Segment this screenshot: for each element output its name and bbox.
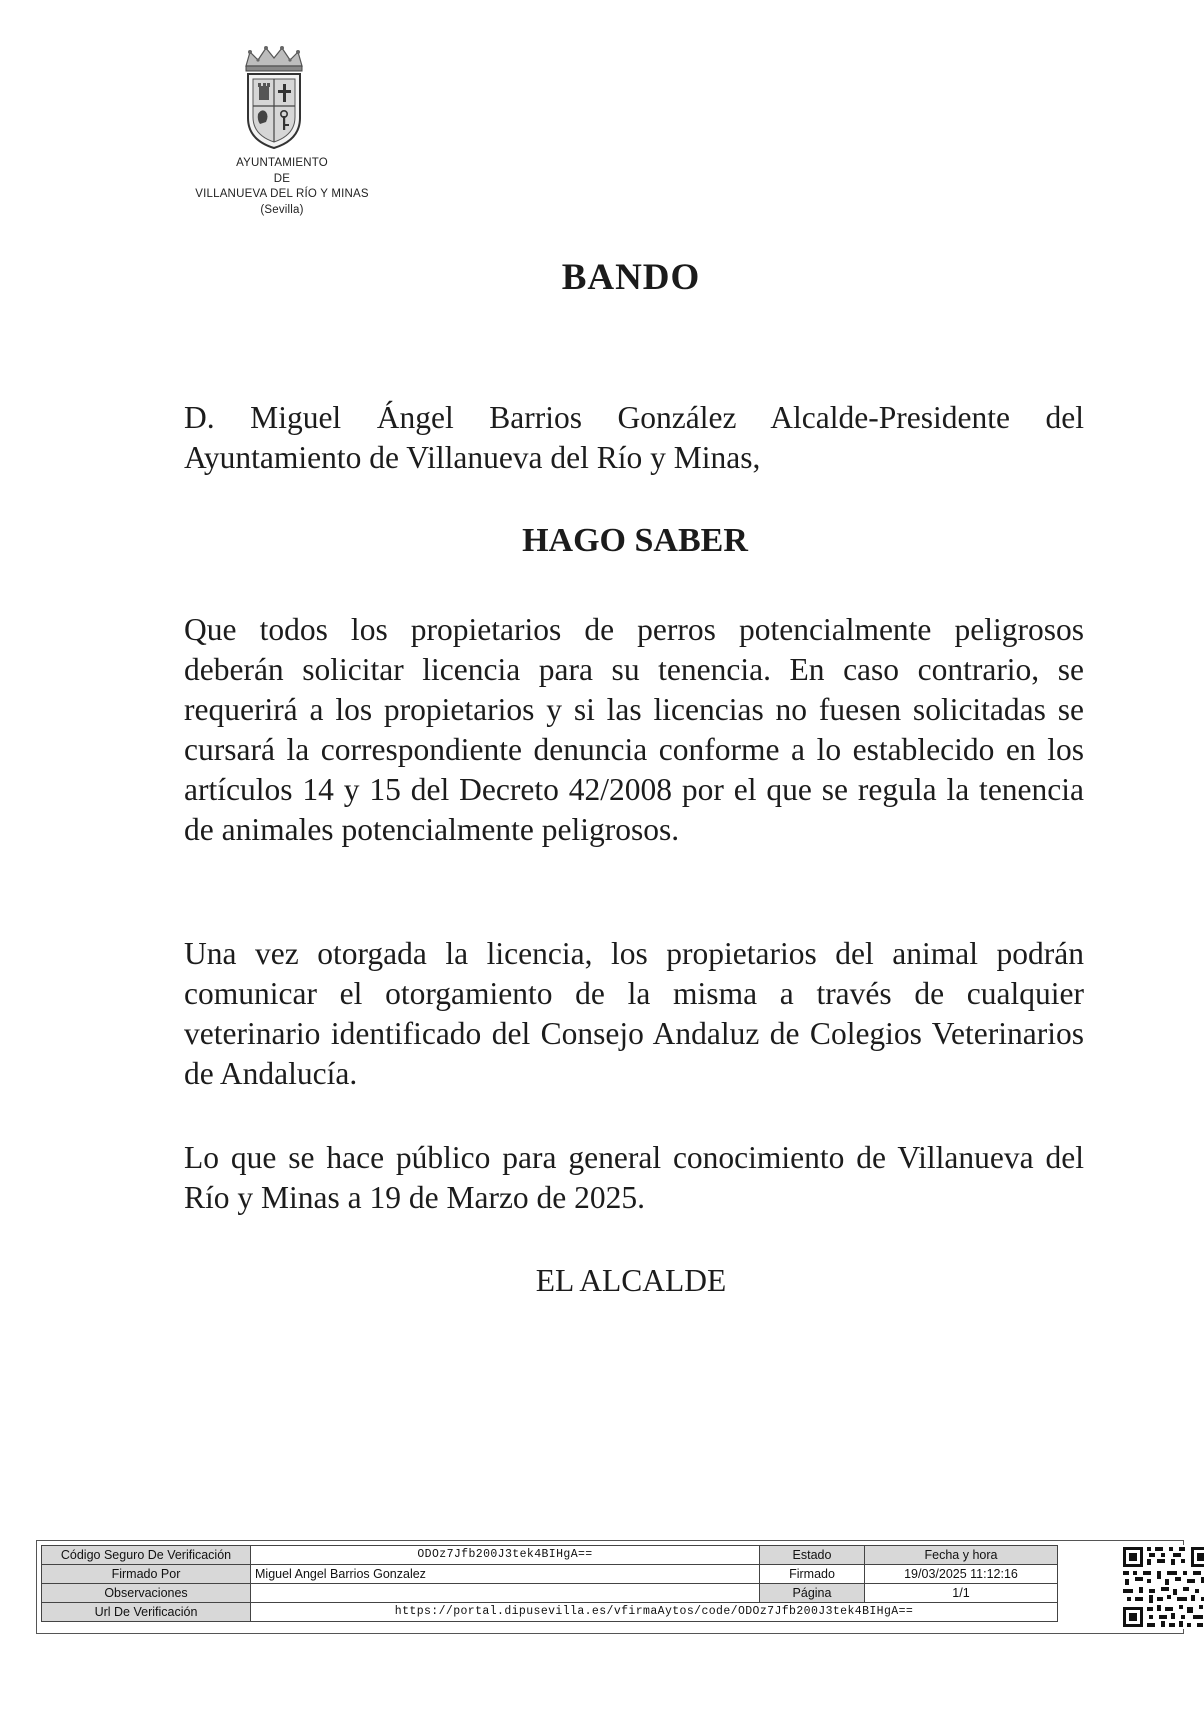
code-label: Código Seguro De Verificación <box>42 1546 251 1565</box>
signed-by-value: Miguel Angel Barrios Gonzalez <box>251 1565 760 1584</box>
body-paragraph-2: Una vez otorgada la licencia, los propietarios del animal podrán comunicar el otorgamiento de la misma a través de cualquier veterinario identificado del Consejo Andaluz de Colegios Veterinarios de Andalucía. <box>184 936 1084 1091</box>
intro-paragraph: D. Miguel Ángel Barrios González Alcalde-Presidente del Ayuntamiento de Villanueva del Río y Minas, <box>184 400 1084 475</box>
code-value: ODOz7Jfb200J3tek4BIHgA== <box>251 1546 760 1565</box>
document-title: BANDO <box>561 257 701 298</box>
document-subtitle: HAGO SABER <box>522 522 748 559</box>
page-label: Página <box>760 1584 865 1603</box>
table-row <box>42 1584 1058 1603</box>
signed-by-label: Firmado Por <box>42 1565 251 1584</box>
datetime-label: Fecha y hora <box>865 1546 1058 1565</box>
signature-line: EL ALCALDE <box>535 1263 727 1298</box>
body-paragraph-3: Lo que se hace público para general conocimiento de Villanueva del Río y Minas a 19 de Marzo de 2025. <box>184 1140 1084 1215</box>
observations-value <box>251 1584 760 1603</box>
page-value: 1/1 <box>865 1584 1058 1603</box>
datetime-value: 19/03/2025 11:12:16 <box>865 1565 1058 1584</box>
table-row <box>42 1546 1058 1565</box>
municipal-coat-of-arms-icon <box>238 44 310 150</box>
issuer-line: VILLANUEVA DEL RÍO Y MINAS <box>195 188 369 200</box>
table-row <box>42 1603 1058 1622</box>
issuer-block <box>160 156 404 218</box>
issuer-line: AYUNTAMIENTO <box>236 157 328 169</box>
verification-panel <box>36 1540 1184 1634</box>
observations-label: Observaciones <box>42 1584 251 1603</box>
issuer-line: DE <box>273 172 291 185</box>
url-label: Url De Verificación <box>42 1603 251 1622</box>
state-label: Estado <box>760 1546 865 1565</box>
body-paragraph-1: Que todos los propietarios de perros potencialmente peligrosos deberán solicitar licencia para su tenencia. En caso contrario, se requerirá a los propietarios y si las licencias no fuesen solicitadas se cursará la correspondiente denuncia conforme a lo establecido en los artículos 14 y 15 del Decreto 42/2008 por el que se regula la tenencia de animales potencialmente peligrosos. <box>184 612 1084 847</box>
qr-code-icon <box>1121 1545 1204 1629</box>
state-value: Firmado <box>760 1565 865 1584</box>
issuer-line: (Sevilla) <box>260 203 304 216</box>
table-row <box>42 1565 1058 1584</box>
url-value[interactable]: https://portal.dipusevilla.es/vfirmaAytos/code/ODOz7Jfb200J3tek4BIHgA== <box>251 1603 1058 1622</box>
verification-table <box>41 1545 1058 1622</box>
